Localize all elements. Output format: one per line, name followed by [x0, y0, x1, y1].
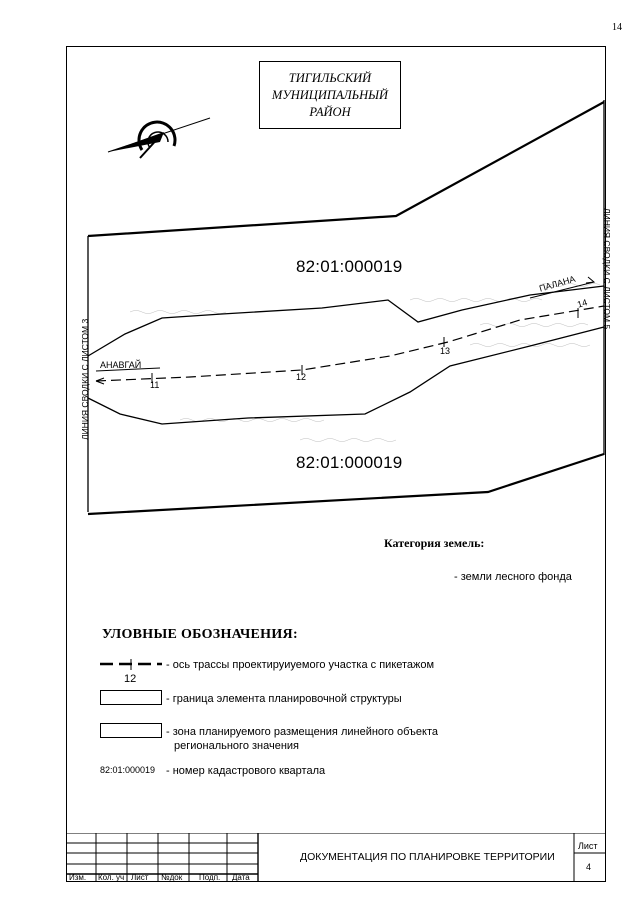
title-block-header: Подп. [199, 873, 221, 882]
legend-item-text: - ось трассы проектируиуемого участка с пикетажом [166, 659, 435, 671]
direction-label-left: АНАВГАЙ [100, 360, 142, 370]
cadastral-number-bottom: 82:01:000019 [296, 453, 403, 472]
document-title: ДОКУМЕНТАЦИЯ ПО ПЛАНИРОВКЕ ТЕРРИТОРИИ [300, 851, 555, 863]
region-line-1: ТИГИЛЬСКИЙ [288, 70, 372, 85]
corridor-upper [88, 286, 604, 356]
forest-texture [130, 284, 600, 442]
page-number: 14 [612, 22, 622, 33]
legend-item-text-2: регионального значения [174, 740, 300, 752]
land-category-value: - земли лесного фонда [454, 571, 572, 583]
cadastral-number-top: 82:01:000019 [296, 257, 403, 276]
title-block-header: №док [161, 873, 183, 882]
picket-label: 11 [150, 380, 160, 390]
north-arrow-icon [108, 118, 210, 158]
region-label [259, 61, 401, 129]
picket-label: 14 [576, 297, 589, 310]
legend-item-text: - зона планируемого размещения линейного объекта [166, 726, 438, 738]
region-line-2: МУНИЦИПАЛЬНЫЙ [271, 87, 389, 102]
title-block-header: Кол. уч [98, 873, 125, 882]
land-category-title: Категория земель: [384, 536, 485, 550]
title-block-header: Изм. [69, 873, 87, 882]
legend-boundary-icon [100, 690, 162, 705]
title-block-header: Дата [232, 873, 250, 882]
region-line-3: РАЙОН [309, 104, 351, 119]
legend-picket-label: 12 [124, 673, 137, 685]
sheet-label: Лист [578, 841, 598, 851]
corridor-lower [88, 327, 604, 424]
legend-item-text: - номер кадастрового квартала [166, 765, 326, 777]
match-line-right-label: ЛИНИЯ СВОДКИ С ЛИСТОМ 5 [602, 208, 612, 330]
legend-cadastral-sample: 82:01:000019 [100, 765, 156, 775]
legend-item-text: - граница элемента планировочной структуры [166, 693, 402, 705]
match-line-left-label: ЛИНИЯ СВОДКИ С ЛИСТОМ 3 [80, 318, 90, 440]
direction-label-right: ПАЛАНА [538, 273, 577, 294]
picket-label: 12 [296, 372, 307, 382]
legend-zone-icon [100, 723, 162, 738]
picket-label: 13 [440, 346, 451, 356]
legend-title: УЛОВНЫЕ ОБОЗНАЧЕНИЯ: [102, 627, 298, 642]
title-block-header: Лист [131, 873, 149, 882]
sheet-number: 4 [586, 862, 592, 872]
